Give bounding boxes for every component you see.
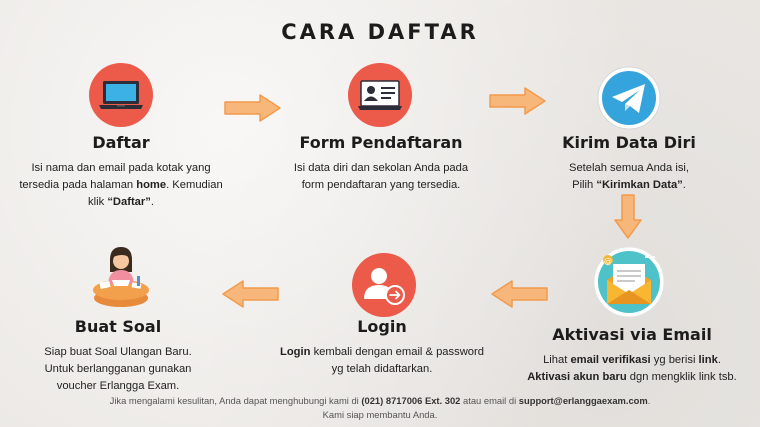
laptop-icon bbox=[89, 63, 153, 132]
step-title-daftar: Daftar bbox=[92, 133, 150, 152]
step-title-buat: Buat Soal bbox=[74, 317, 162, 336]
step-login bbox=[273, 317, 491, 378]
profile-form-icon bbox=[348, 63, 412, 132]
left-arrow-icon bbox=[221, 279, 279, 314]
footer-contact: Jika mengalami kesulitan, Anda dapat menghubungi kami di (021) 8717006 Ext. 302 atau email di support@erlanggaexam.com. Kami siap membantu Anda. bbox=[109, 395, 651, 420]
step-title-form: Form Pendaftaran bbox=[299, 133, 463, 152]
page-title: CARA DAFTAR bbox=[281, 20, 479, 44]
left-arrow-icon bbox=[490, 279, 548, 314]
step-desc-buat: Siap buat Soal Ulangan Baru. Untuk berlangganan gunakan voucher Erlangga Exam. bbox=[44, 346, 192, 392]
right-arrow-icon bbox=[489, 86, 547, 121]
support-email: support@erlanggaexam.com bbox=[518, 395, 648, 406]
step-title-kirim: Kirim Data Diri bbox=[562, 133, 696, 152]
step-aktivasi bbox=[504, 325, 760, 386]
step-kirim bbox=[534, 133, 724, 194]
step-desc-daftar: Isi nama dan email pada kotak yang tersedia pada halaman home. Kemudian klik “Daftar”. bbox=[19, 162, 223, 208]
down-arrow-icon bbox=[613, 194, 643, 245]
right-arrow-icon bbox=[224, 93, 282, 128]
step-daftar bbox=[15, 133, 227, 211]
login-user-icon bbox=[352, 253, 416, 322]
email-envelope-icon bbox=[593, 246, 665, 323]
support-phone: (021) 8717006 Ext. 302 bbox=[361, 395, 461, 406]
telegram-send-icon bbox=[597, 66, 661, 135]
step-title-aktivasi: Aktivasi via Email bbox=[552, 325, 712, 344]
step-title-login: Login bbox=[357, 317, 407, 336]
step-desc-form: Isi data diri dan sekolan Anda pada form pendaftaran yang tersedia. bbox=[293, 162, 469, 191]
teacher-desk-icon bbox=[90, 242, 152, 313]
step-form bbox=[278, 133, 484, 194]
step-desc-login: Login kembali dengan email & password yg telah didaftarkan. bbox=[280, 346, 484, 375]
svg-text:@: @ bbox=[604, 256, 612, 266]
step-buat bbox=[15, 317, 221, 395]
step-desc-kirim: Setelah semua Anda isi, Pilih “Kirimkan Data”. bbox=[568, 162, 690, 191]
step-desc-aktivasi: Lihat email verifikasi yg berisi link. Aktivasi akun baru dgn mengklik link tsb. bbox=[527, 354, 737, 383]
